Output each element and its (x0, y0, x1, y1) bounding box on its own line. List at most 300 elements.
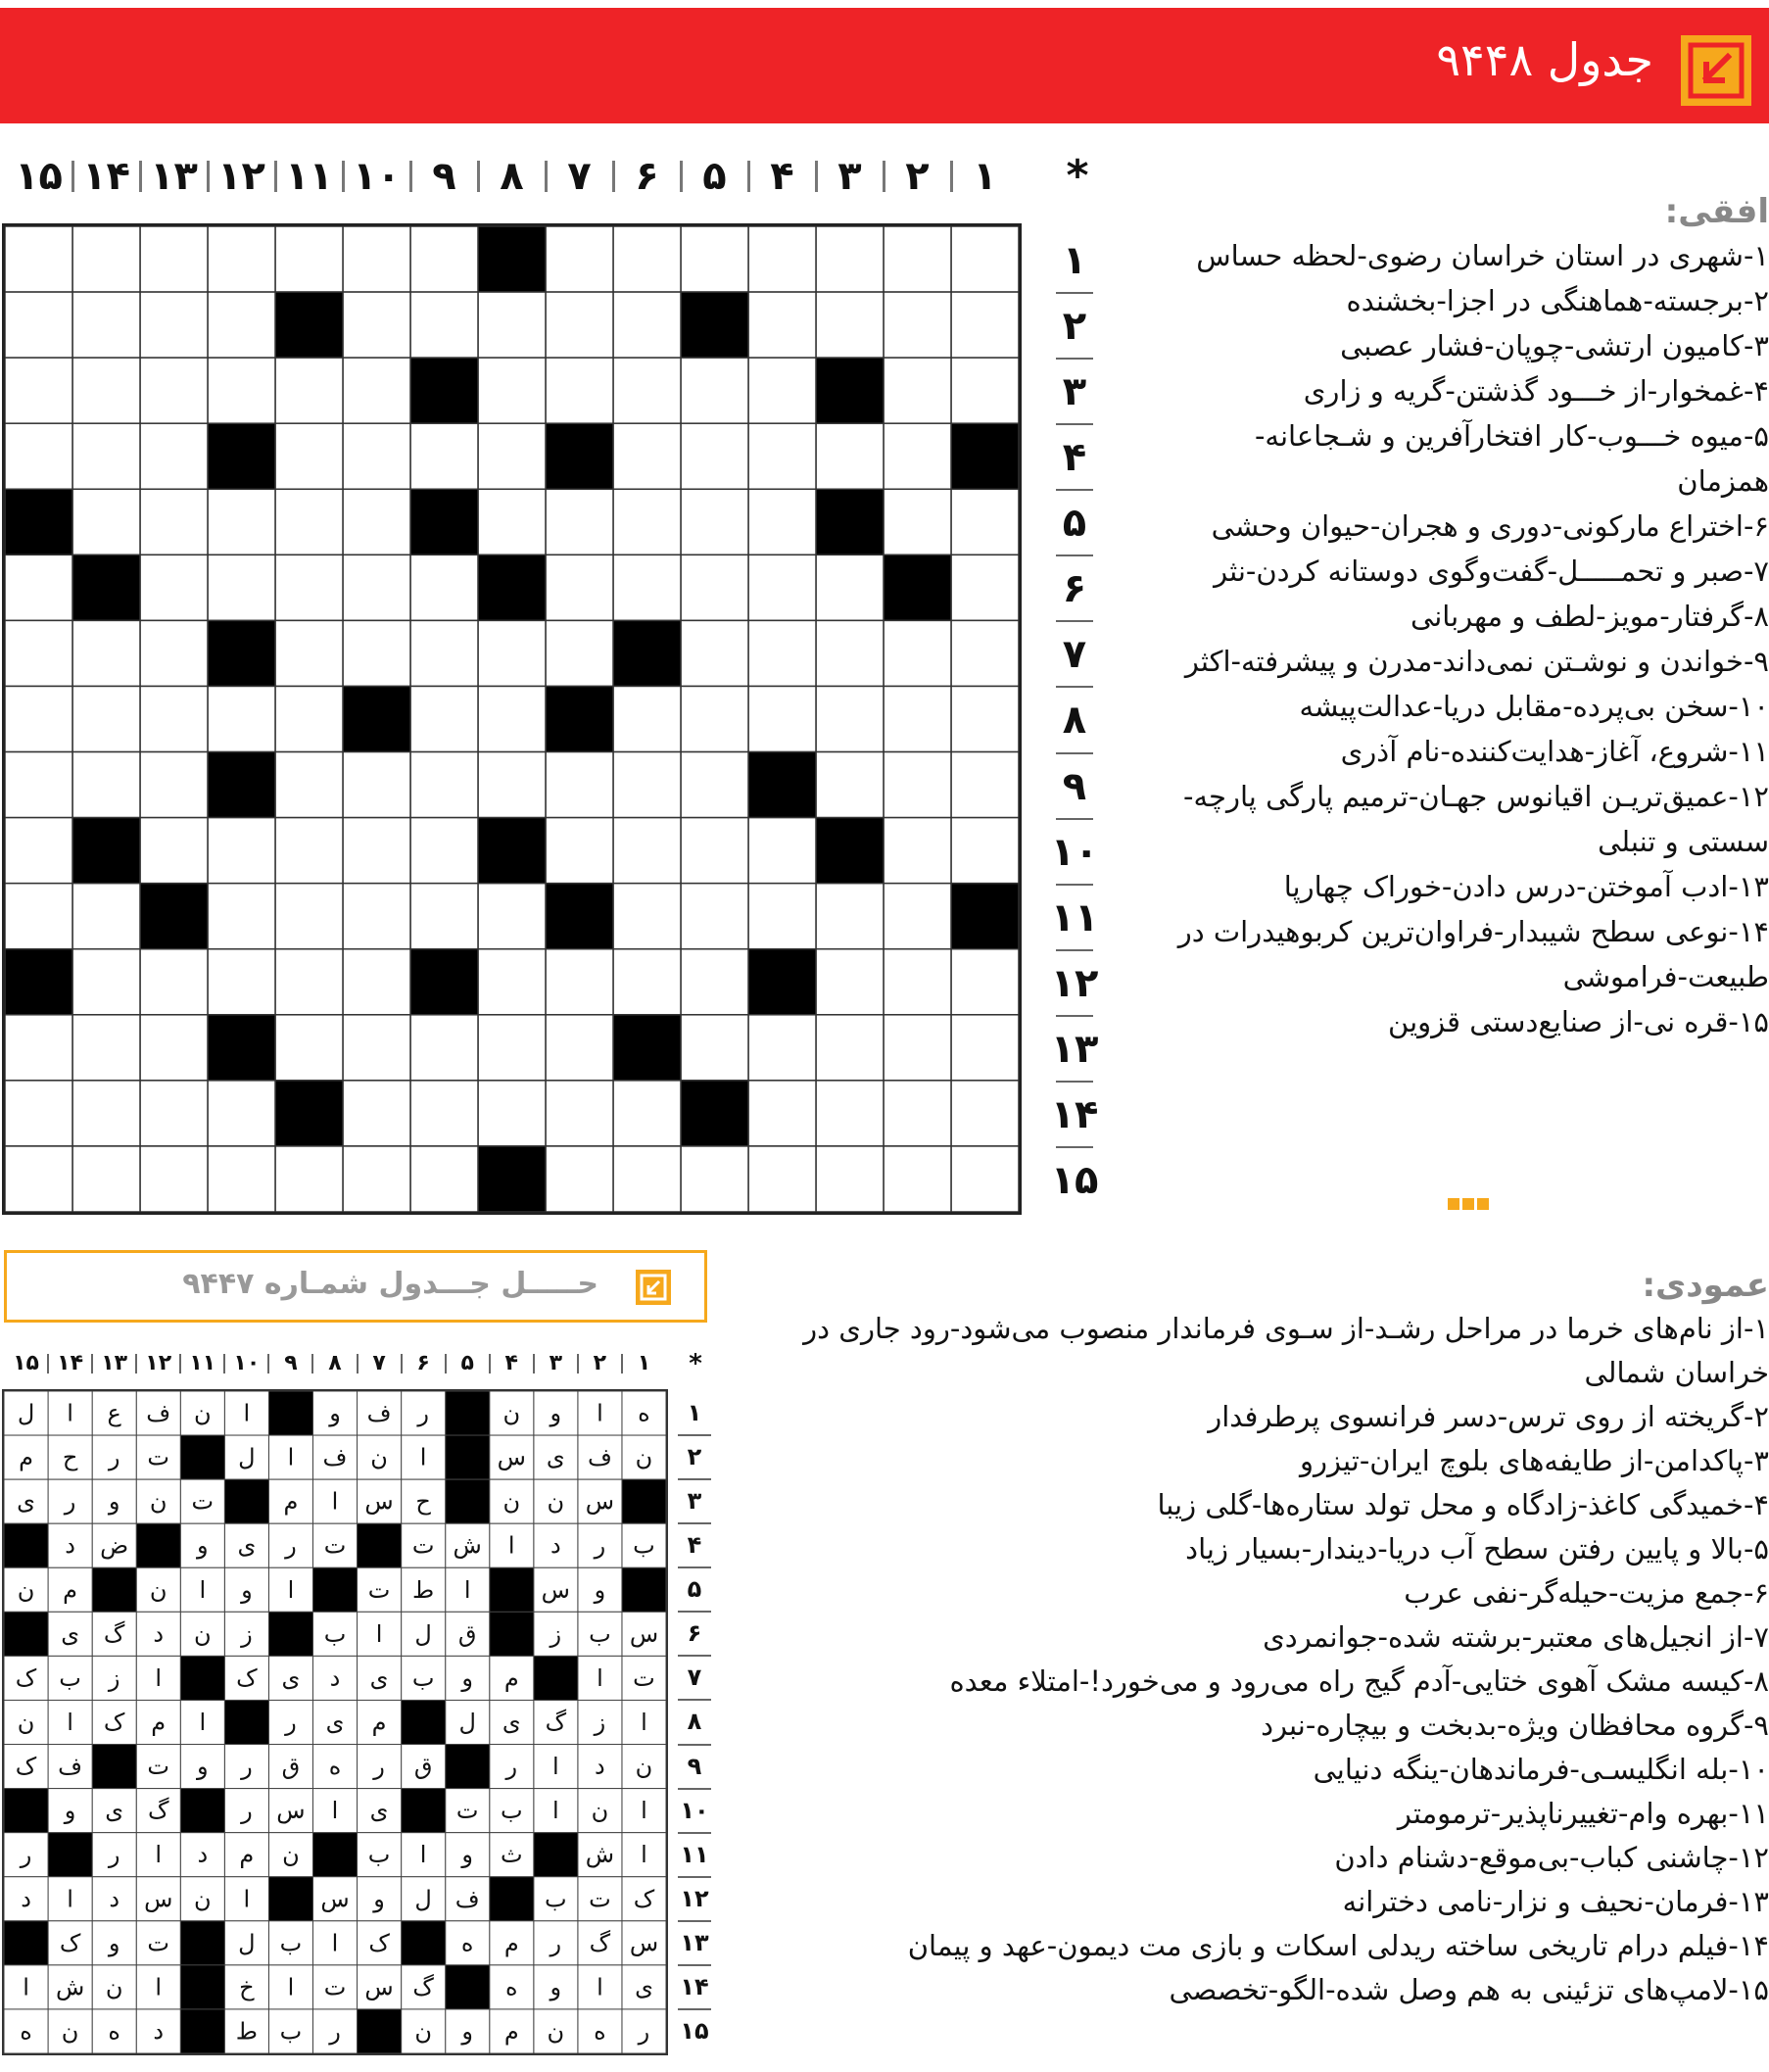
horizontal-clue-6: ۶-اختراع مارکونی-دوری و هجران-حیوان وحشی (1211, 509, 1769, 543)
grid-cell[interactable] (5, 1081, 72, 1146)
grid-cell[interactable] (613, 226, 681, 292)
row-number-9: ۹ (1062, 763, 1087, 809)
solution-letter: ر (241, 1753, 253, 1781)
black-cell (613, 1015, 681, 1081)
horizontal-clue-11: ۱۱-شروع، آغاز-هدایت‌کننده-نام آذری (1340, 735, 1769, 768)
grid-cell[interactable] (951, 686, 1019, 751)
grid-cell[interactable] (410, 292, 478, 358)
grid-cell[interactable] (613, 1146, 681, 1212)
grid-cell[interactable] (884, 292, 951, 358)
grid-cell[interactable] (613, 489, 681, 554)
grid-cell[interactable] (748, 358, 816, 423)
solution-letter: و (461, 1841, 473, 1869)
solution-letter: ت (323, 1973, 347, 2001)
solution-letter: ا (67, 1709, 73, 1736)
grid-cell[interactable] (546, 1015, 613, 1081)
solution-letter: ی (105, 1797, 124, 1825)
grid-cell[interactable] (884, 620, 951, 686)
grid-cell[interactable] (613, 884, 681, 949)
grid-cell[interactable] (951, 620, 1019, 686)
grid-cell[interactable] (72, 1015, 140, 1081)
solution-letter: ه (328, 1753, 342, 1781)
grid-cell[interactable] (884, 1081, 951, 1146)
solution-letter: ی (281, 1663, 301, 1692)
solution-letter: ر (64, 1487, 76, 1516)
solution-letter: ا (243, 1399, 251, 1427)
vertical-clue-4: ۴-خمیدگی کاغذ-زادگاه و محل تولد ستاره‌ها-گلی زیبا (1157, 1488, 1769, 1521)
grid-cell[interactable] (681, 1146, 748, 1212)
solution-black-cell (402, 1789, 446, 1833)
grid-cell[interactable] (478, 949, 546, 1015)
solution-letter: ل (414, 1619, 432, 1648)
grid-cell[interactable] (140, 554, 208, 620)
grid-cell[interactable] (613, 818, 681, 884)
grid-cell[interactable] (478, 292, 546, 358)
grid-cell[interactable] (72, 1146, 140, 1212)
solution-letter: ض (100, 1531, 129, 1560)
grid-cell[interactable] (208, 554, 275, 620)
solution-letter: و (550, 1399, 562, 1427)
grid-cell[interactable] (275, 489, 343, 554)
grid-cell[interactable] (546, 292, 613, 358)
grid-cell[interactable] (613, 292, 681, 358)
grid-cell[interactable] (140, 686, 208, 751)
grid-cell[interactable] (343, 489, 410, 554)
grid-cell[interactable] (275, 358, 343, 423)
solution-black-cell (180, 1965, 224, 2009)
grid-cell[interactable] (140, 818, 208, 884)
grid-cell[interactable] (140, 1146, 208, 1212)
solution-letter: ط (412, 1575, 435, 1604)
grid-cell[interactable] (748, 620, 816, 686)
solution-black-cell (268, 1612, 312, 1656)
black-cell (816, 489, 884, 554)
grid-cell[interactable] (546, 226, 613, 292)
grid-cell[interactable] (208, 1081, 275, 1146)
grid-cell[interactable] (5, 554, 72, 620)
grid-cell[interactable] (951, 358, 1019, 423)
solution-letter: و (461, 2017, 473, 2046)
grid-cell[interactable] (748, 686, 816, 751)
crossword-grid[interactable] (2, 223, 1022, 1215)
grid-cell[interactable] (343, 1081, 410, 1146)
grid-cell[interactable] (681, 1015, 748, 1081)
solution-letter: ل (414, 1885, 432, 1913)
grid-cell[interactable] (140, 292, 208, 358)
solution-letter: ل (238, 1929, 256, 1957)
grid-cell[interactable] (72, 358, 140, 423)
solution-letter: ف (58, 1753, 83, 1781)
grid-cell[interactable] (72, 884, 140, 949)
solution-letter: ن (149, 1487, 167, 1516)
grid-cell[interactable] (748, 554, 816, 620)
grid-cell[interactable] (951, 818, 1019, 884)
grid-cell[interactable] (546, 358, 613, 423)
solution-letter: د (197, 1841, 209, 1869)
grid-cell[interactable] (951, 1015, 1019, 1081)
grid-cell[interactable] (410, 226, 478, 292)
solution-letter: ف (146, 1399, 171, 1427)
grid-cell[interactable] (275, 1146, 343, 1212)
vertical-clue-6: ۶-جمع مزیت-حیله‌گر-نفی عرب (1404, 1576, 1769, 1610)
grid-cell[interactable] (478, 686, 546, 751)
solution-black-cell (180, 1789, 224, 1833)
grid-cell[interactable] (748, 292, 816, 358)
grid-cell[interactable] (884, 818, 951, 884)
grid-cell[interactable] (748, 1146, 816, 1212)
grid-cell[interactable] (208, 292, 275, 358)
grid-cell[interactable] (478, 884, 546, 949)
grid-cell[interactable] (546, 489, 613, 554)
black-cell (5, 949, 72, 1015)
grid-cell[interactable] (546, 949, 613, 1015)
grid-cell[interactable] (613, 423, 681, 489)
grid-cell[interactable] (5, 884, 72, 949)
solution-letter: ر (108, 1841, 120, 1869)
grid-cell[interactable] (140, 1081, 208, 1146)
grid-cell[interactable] (478, 752, 546, 818)
solution-letter: گ (412, 1973, 434, 2001)
grid-cell[interactable] (884, 358, 951, 423)
grid-cell[interactable] (613, 554, 681, 620)
grid-cell[interactable] (140, 358, 208, 423)
grid-cell[interactable] (816, 686, 884, 751)
grid-cell[interactable] (681, 752, 748, 818)
grid-cell[interactable] (208, 884, 275, 949)
grid-cell[interactable] (140, 1015, 208, 1081)
grid-cell[interactable] (410, 1081, 478, 1146)
solution-letter: ا (67, 1399, 73, 1427)
solution-column-number-4: ۴ (504, 1351, 518, 1375)
grid-cell[interactable] (613, 752, 681, 818)
black-cell (208, 752, 275, 818)
grid-cell[interactable] (546, 818, 613, 884)
grid-cell[interactable] (884, 884, 951, 949)
solution-letter: ن (17, 1575, 35, 1604)
grid-cell[interactable] (951, 554, 1019, 620)
column-number-2: ۲ (905, 154, 930, 199)
grid-cell[interactable] (140, 226, 208, 292)
grid-cell[interactable] (681, 423, 748, 489)
solution-letter: ه (108, 2017, 120, 2046)
grid-cell[interactable] (275, 752, 343, 818)
solution-black-cell (446, 1391, 490, 1435)
solution-letter: س (276, 1797, 306, 1825)
solution-letter: گ (589, 1929, 611, 1957)
grid-cell[interactable] (5, 358, 72, 423)
solution-letter: ت (147, 1929, 170, 1957)
solution-letter: ن (635, 1753, 653, 1781)
grid-cell[interactable] (951, 226, 1019, 292)
solution-letter: ا (641, 1797, 647, 1825)
grid-cell[interactable] (343, 358, 410, 423)
solution-letter: ا (331, 1797, 339, 1825)
crossword-grid-svg[interactable] (5, 226, 1019, 1212)
vertical-clue-12: ۱۲-چاشنی کباب-بی‌موقع-دشنام دادن (1334, 1841, 1769, 1874)
solution-letter: م (239, 1841, 255, 1869)
solution-row-number-3: ۳ (687, 1487, 702, 1516)
column-number-6: ۶ (635, 154, 659, 199)
grid-cell[interactable] (816, 1081, 884, 1146)
grid-cell[interactable] (884, 423, 951, 489)
solution-row-number-14: ۱۴ (680, 1972, 709, 2000)
grid-cell[interactable] (410, 423, 478, 489)
grid-cell[interactable] (5, 1146, 72, 1212)
grid-cell[interactable] (208, 818, 275, 884)
grid-cell[interactable] (748, 1015, 816, 1081)
grid-cell[interactable] (343, 620, 410, 686)
grid-cell[interactable] (72, 686, 140, 751)
grid-cell[interactable] (140, 949, 208, 1015)
grid-cell[interactable] (343, 554, 410, 620)
solution-letter: ز (241, 1619, 253, 1648)
column-number-13: ۱۳ (150, 154, 198, 199)
grid-cell[interactable] (748, 1081, 816, 1146)
grid-cell[interactable] (140, 620, 208, 686)
grid-cell[interactable] (72, 489, 140, 554)
grid-cell[interactable] (275, 620, 343, 686)
grid-cell[interactable] (343, 1146, 410, 1212)
solution-letter: ب (279, 1929, 303, 1957)
grid-cell[interactable] (816, 292, 884, 358)
grid-cell[interactable] (613, 949, 681, 1015)
grid-cell[interactable] (951, 949, 1019, 1015)
grid-cell[interactable] (546, 1146, 613, 1212)
grid-cell[interactable] (275, 226, 343, 292)
grid-cell[interactable] (816, 226, 884, 292)
vertical-clue-15: ۱۵-لامپ‌های تزئینی به هم وصل شده-الگو-تخصصی (1169, 1973, 1769, 2006)
grid-cell[interactable] (816, 752, 884, 818)
grid-cell[interactable] (884, 752, 951, 818)
grid-cell[interactable] (681, 620, 748, 686)
grid-cell[interactable] (951, 1146, 1019, 1212)
grid-cell[interactable] (275, 686, 343, 751)
grid-cell[interactable] (884, 686, 951, 751)
solution-star-marker: * (689, 1349, 702, 1378)
grid-cell[interactable] (343, 884, 410, 949)
grid-cell[interactable] (343, 423, 410, 489)
grid-cell[interactable] (5, 226, 72, 292)
column-number-9: ۹ (432, 154, 456, 199)
solution-letter: ن (591, 1797, 609, 1825)
row-number-3: ۳ (1062, 369, 1087, 415)
grid-cell[interactable] (410, 1146, 478, 1212)
grid-cell[interactable] (208, 358, 275, 423)
grid-cell[interactable] (208, 226, 275, 292)
grid-cell[interactable] (140, 489, 208, 554)
grid-cell[interactable] (208, 686, 275, 751)
grid-cell[interactable] (5, 292, 72, 358)
grid-cell[interactable] (478, 423, 546, 489)
grid-cell[interactable] (748, 818, 816, 884)
black-cell (546, 686, 613, 751)
solution-row-number-5: ۵ (687, 1575, 702, 1604)
grid-cell[interactable] (410, 1015, 478, 1081)
horizontal-clue-1: ۱-شهری در استان خراسان رضوی-لحظه حساس (1196, 239, 1769, 272)
grid-cell[interactable] (613, 686, 681, 751)
solution-letter: ا (155, 1663, 163, 1692)
grid-cell[interactable] (478, 620, 546, 686)
vertical-clue-13: ۱۳-فرمان-نحیف و نزار-نامی دخترانه (1342, 1885, 1769, 1918)
solution-letter: ح (415, 1487, 431, 1516)
grid-cell[interactable] (748, 226, 816, 292)
grid-cell[interactable] (72, 752, 140, 818)
grid-cell[interactable] (5, 686, 72, 751)
grid-cell[interactable] (884, 489, 951, 554)
solution-black-cell (4, 1612, 48, 1656)
main-column-numbers (0, 147, 1097, 206)
grid-cell[interactable] (613, 358, 681, 423)
solution-letter: ک (633, 1885, 655, 1913)
black-cell (748, 949, 816, 1015)
solution-letter: ا (199, 1575, 207, 1604)
solution-black-cell (224, 1479, 268, 1523)
grid-cell[interactable] (546, 1081, 613, 1146)
solution-letter: م (503, 1929, 519, 1957)
solution-black-cell (446, 1479, 490, 1523)
solution-column-number-15: ۱۵ (13, 1351, 39, 1375)
grid-cell[interactable] (681, 884, 748, 949)
grid-cell[interactable] (884, 1015, 951, 1081)
column-number-4: ۴ (770, 154, 794, 199)
row-number-5: ۵ (1062, 501, 1087, 547)
solution-letter: م (63, 1575, 78, 1604)
grid-cell[interactable] (275, 554, 343, 620)
grid-cell[interactable] (208, 1146, 275, 1212)
solution-letter: ر (108, 1443, 120, 1471)
grid-cell[interactable] (816, 884, 884, 949)
solution-header (4, 1250, 707, 1323)
solution-letter: ر (373, 1753, 385, 1781)
solution-black-cell (180, 1656, 224, 1700)
vertical-clue-9: ۹-گروه محافظان ویژه-بدبخت و بیچاره-نبرد (1261, 1709, 1769, 1742)
grid-cell[interactable] (816, 423, 884, 489)
grid-cell[interactable] (343, 226, 410, 292)
grid-cell[interactable] (546, 620, 613, 686)
grid-cell[interactable] (681, 686, 748, 751)
grid-cell[interactable] (884, 949, 951, 1015)
grid-cell[interactable] (478, 1015, 546, 1081)
grid-cell[interactable] (410, 686, 478, 751)
grid-cell[interactable] (681, 554, 748, 620)
grid-cell[interactable] (72, 1081, 140, 1146)
grid-cell[interactable] (884, 1146, 951, 1212)
solution-letter: ا (507, 1531, 515, 1560)
solution-row-number-9: ۹ (687, 1752, 702, 1780)
grid-cell[interactable] (951, 1081, 1019, 1146)
grid-cell[interactable] (410, 554, 478, 620)
horizontal-clues-title: افقی: (1664, 192, 1769, 231)
solution-letter: ن (547, 1487, 565, 1516)
grid-cell[interactable] (478, 1081, 546, 1146)
grid-cell[interactable] (748, 489, 816, 554)
grid-cell[interactable] (72, 226, 140, 292)
grid-cell[interactable] (5, 1015, 72, 1081)
grid-cell[interactable] (410, 818, 478, 884)
grid-cell[interactable] (72, 292, 140, 358)
grid-cell[interactable] (208, 949, 275, 1015)
grid-cell[interactable] (5, 620, 72, 686)
grid-cell[interactable] (951, 752, 1019, 818)
solution-letter: د (109, 1885, 120, 1913)
grid-cell[interactable] (410, 884, 478, 949)
black-cell (951, 423, 1019, 489)
vertical-clue-10: ۱۰-بله انگلیسـی-فرماندهان-ینگه دنیایی (1313, 1753, 1769, 1786)
solution-letter: س (320, 1885, 350, 1913)
solution-letter: ل (238, 1443, 256, 1471)
grid-cell[interactable] (343, 1015, 410, 1081)
solution-letter: ر (329, 2017, 341, 2046)
grid-cell[interactable] (140, 423, 208, 489)
solution-letter: ه (20, 2017, 32, 2046)
solution-black-cell (534, 1833, 578, 1877)
grid-cell[interactable] (816, 554, 884, 620)
grid-cell[interactable] (5, 818, 72, 884)
horizontal-clue-3: ۳-کامیون ارتشی-چوپان-فشار عصبی (1340, 329, 1769, 362)
grid-cell[interactable] (275, 818, 343, 884)
grid-cell[interactable] (681, 358, 748, 423)
grid-cell[interactable] (951, 489, 1019, 554)
solution-letter: ی (635, 1973, 653, 2001)
grid-cell[interactable] (816, 1015, 884, 1081)
grid-cell[interactable] (748, 884, 816, 949)
black-cell (681, 1081, 748, 1146)
grid-cell[interactable] (343, 949, 410, 1015)
grid-cell[interactable] (208, 489, 275, 554)
grid-cell[interactable] (410, 620, 478, 686)
grid-cell[interactable] (275, 1015, 343, 1081)
grid-cell[interactable] (5, 423, 72, 489)
grid-cell[interactable] (681, 226, 748, 292)
grid-cell[interactable] (884, 226, 951, 292)
grid-cell[interactable] (681, 489, 748, 554)
solution-letter: و (461, 1663, 473, 1692)
grid-cell[interactable] (343, 752, 410, 818)
grid-cell[interactable] (343, 818, 410, 884)
row-number-2: ۲ (1062, 304, 1087, 350)
grid-cell[interactable] (410, 752, 478, 818)
grid-cell[interactable] (5, 752, 72, 818)
grid-cell[interactable] (140, 752, 208, 818)
black-cell (546, 423, 613, 489)
solution-black-cell (180, 1435, 224, 1479)
grid-cell[interactable] (546, 554, 613, 620)
grid-cell[interactable] (275, 949, 343, 1015)
solution-letter: س (144, 1885, 173, 1913)
grid-cell[interactable] (681, 949, 748, 1015)
grid-cell[interactable] (951, 292, 1019, 358)
grid-cell[interactable] (816, 1146, 884, 1212)
grid-cell[interactable] (613, 1081, 681, 1146)
grid-cell[interactable] (343, 292, 410, 358)
grid-cell[interactable] (275, 423, 343, 489)
horizontal-clue-4: ۴-غمخوار-از خـــود گذشتن-گریه و زاری (1303, 374, 1769, 408)
grid-cell[interactable] (478, 358, 546, 423)
grid-cell[interactable] (72, 620, 140, 686)
grid-cell[interactable] (546, 752, 613, 818)
column-number-11: ۱۱ (285, 154, 333, 199)
grid-cell[interactable] (72, 423, 140, 489)
grid-cell[interactable] (72, 949, 140, 1015)
grid-cell[interactable] (681, 818, 748, 884)
grid-cell[interactable] (748, 423, 816, 489)
grid-cell[interactable] (816, 620, 884, 686)
grid-cell[interactable] (478, 489, 546, 554)
solution-letter: گ (147, 1797, 169, 1825)
grid-cell[interactable] (275, 884, 343, 949)
grid-cell[interactable] (816, 949, 884, 1015)
solution-letter: ی (369, 1797, 389, 1825)
